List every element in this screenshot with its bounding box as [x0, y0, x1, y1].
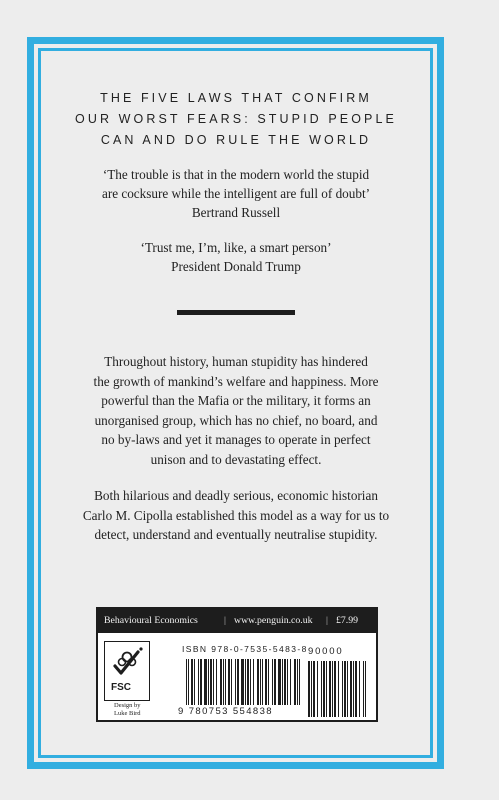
- barcode-stripe: [338, 661, 339, 717]
- quote-line: ‘The trouble is that in the modern world the stupid: [102, 167, 370, 182]
- barcode-stripe: [342, 661, 343, 717]
- barcode-stripe: [257, 659, 259, 705]
- quote-attribution: President Donald Trump: [171, 259, 301, 274]
- barcode-stripe: [253, 659, 254, 705]
- publisher-info-box: [96, 607, 378, 722]
- barcode-stripe: [237, 659, 239, 705]
- barcode-stripe: [272, 659, 273, 705]
- barcode-stripe: [260, 659, 261, 705]
- blurb-line: powerful than the Mafia or the military, it forms an: [101, 393, 371, 409]
- barcode-stripe: [344, 661, 346, 717]
- barcode-stripe: [287, 659, 288, 705]
- separator: |: [326, 615, 328, 626]
- blurb-paragraph-2: [70, 486, 402, 545]
- barcode-stripe: [235, 659, 236, 705]
- barcode-stripe: [317, 661, 318, 717]
- barcode-stripe: [213, 659, 214, 705]
- barcode-stripe: [363, 661, 364, 717]
- barcode-stripe: [247, 659, 249, 705]
- barcode-stripe: [334, 661, 336, 717]
- isbn-number: ISBN 978-0-7535-5483-8: [182, 644, 308, 654]
- headline: [60, 88, 412, 151]
- separator: |: [224, 615, 226, 626]
- headline-line: CAN AND DO RULE THE WORLD: [100, 133, 372, 147]
- barcode-stripe: [262, 659, 263, 705]
- barcode-stripe: [250, 659, 251, 705]
- blurb-line: no by-laws and yet it manages to operate in perfect: [101, 432, 371, 448]
- barcode-stripe: [313, 661, 315, 717]
- price-code-barcode-icon: [308, 661, 366, 717]
- barcode-stripe: [282, 659, 283, 705]
- barcode-stripe: [245, 659, 246, 705]
- blurb-paragraph-1: [70, 352, 402, 470]
- barcode-stripe: [208, 659, 209, 705]
- quote-line: are cocksure while the intelligent are full of doubt’: [101, 186, 371, 201]
- barcode-stripe: [216, 659, 217, 705]
- barcode-stripe: [323, 661, 325, 717]
- fsc-logo: [104, 641, 174, 719]
- price-code-digits: 90000: [308, 646, 344, 657]
- barcode-stripe: [350, 661, 352, 717]
- blurb-line: unorganised group, which has no chief, no board, and: [94, 412, 378, 428]
- price-label: £7.99: [336, 615, 359, 626]
- barcode-stripe: [265, 659, 267, 705]
- category-label: Behavioural Economics: [104, 615, 198, 626]
- design-credit-line: Design by: [114, 702, 141, 709]
- info-bar: [98, 609, 376, 633]
- barcode-stripe: [332, 661, 333, 717]
- barcode-stripe: [359, 661, 360, 717]
- fsc-label: FSC: [111, 682, 131, 693]
- design-credit-line: Luke Bird: [114, 710, 141, 717]
- quote-trump: [70, 238, 402, 276]
- barcode-stripe: [347, 661, 348, 717]
- barcode-stripe: [204, 659, 207, 705]
- blurb-line: Throughout history, human stupidity has hindered: [104, 354, 368, 369]
- blurb-line: unison and to devastating effect.: [150, 451, 322, 467]
- quote-russell: [70, 165, 402, 222]
- barcode-stripe: [223, 659, 224, 705]
- barcode-stripe: [355, 661, 357, 717]
- ean-digits: 9 780753 554838: [178, 706, 273, 717]
- barcode-stripe: [326, 661, 327, 717]
- barcode-stripe: [268, 659, 269, 705]
- website-link[interactable]: www.penguin.co.uk: [234, 615, 313, 626]
- fsc-tree-checkmark-icon: [110, 646, 144, 680]
- barcode-stripe: [198, 659, 199, 705]
- barcode-stripe: [329, 661, 331, 717]
- divider-rule: [177, 310, 295, 315]
- barcode-stripe: [321, 661, 322, 717]
- barcode-stripe: [278, 659, 281, 705]
- barcode-stripe: [290, 659, 291, 705]
- barcode-stripe: [311, 661, 312, 717]
- barcode-stripe: [365, 661, 366, 717]
- barcode-stripe: [231, 659, 232, 705]
- barcode-stripe: [188, 659, 189, 705]
- quote-attribution: Bertrand Russell: [191, 205, 281, 220]
- barcode-stripe: [191, 659, 193, 705]
- barcode-stripe: [297, 659, 298, 705]
- quote-line: ‘Trust me, I’m, like, a smart person’: [140, 240, 332, 255]
- blurb-line: the growth of mankind’s welfare and happiness. More: [93, 373, 379, 389]
- barcode-stripe: [274, 659, 276, 705]
- barcode-stripe: [200, 659, 202, 705]
- blurb-line: detect, understand and eventually neutralise stupidity.: [94, 527, 378, 543]
- barcode-stripe: [241, 659, 244, 705]
- blurb-line: Carlo M. Cipolla established this model as a way for us to: [82, 507, 390, 523]
- design-credit: [114, 702, 141, 718]
- barcode-stripe: [294, 659, 296, 705]
- barcode-stripe: [225, 659, 226, 705]
- barcode-stripe: [194, 659, 195, 705]
- barcode-stripe: [284, 659, 286, 705]
- barcode-icon: [186, 659, 302, 705]
- barcode-stripe: [353, 661, 354, 717]
- headline-line: OUR WORST FEARS: STUPID PEOPLE: [75, 112, 397, 126]
- barcode-stripe: [186, 659, 187, 705]
- blurb-line: Both hilarious and deadly serious, economic historian: [94, 488, 378, 503]
- barcode-stripe: [299, 659, 300, 705]
- barcode-stripe: [210, 659, 212, 705]
- barcode-stripe: [228, 659, 230, 705]
- barcode-stripe: [308, 661, 310, 717]
- barcode-stripe: [220, 659, 222, 705]
- headline-line: THE FIVE LAWS THAT CONFIRM: [100, 91, 372, 105]
